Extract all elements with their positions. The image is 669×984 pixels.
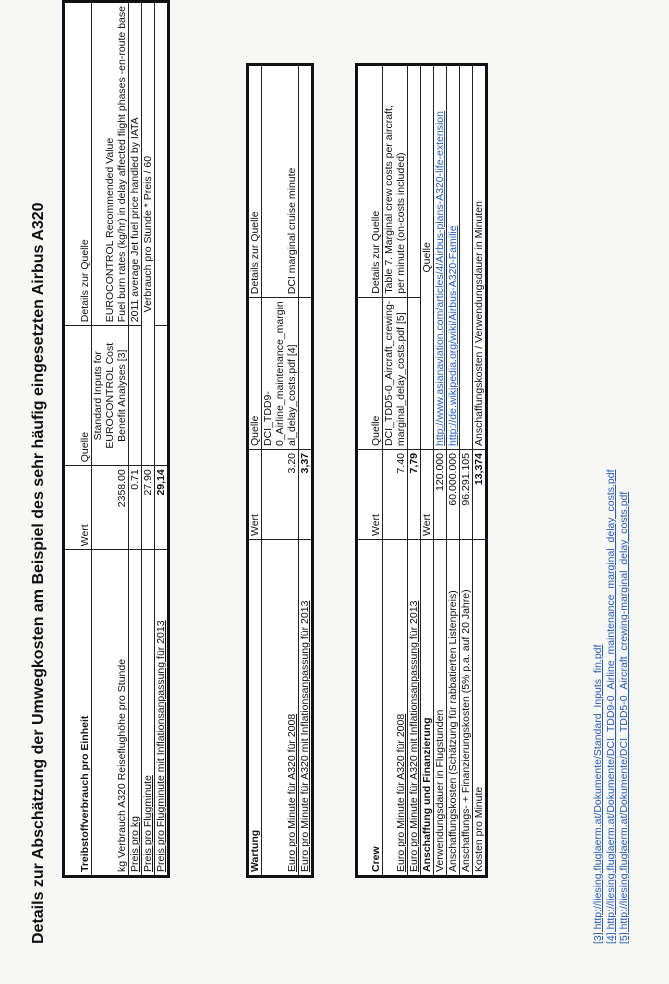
row-value: 2358.00 xyxy=(92,466,129,550)
row-label: Preis pro kg xyxy=(129,550,142,877)
row-source: Standard Inputs for EUROCONTROL Cost Benefit Analyses [3] xyxy=(92,326,129,466)
row-value: 96.291.105 xyxy=(460,450,473,540)
maintenance-table xyxy=(246,63,314,878)
table-row xyxy=(92,2,129,877)
table-row xyxy=(473,64,487,876)
row-label: kg Verbrauch A320 Reiseflughöhe pro Stunde xyxy=(92,550,129,877)
table-header-row xyxy=(248,65,262,877)
row-source xyxy=(383,297,408,449)
source-link[interactable]: http://de.wikipedia.org/wiki/Airbus-A320-Familie xyxy=(447,225,459,446)
row-value: 60.000.000 xyxy=(447,450,460,540)
header-cell: Crew xyxy=(357,540,383,877)
row-source: Anschaffungskosten / Verwendungsdauer in Minuten xyxy=(473,64,487,449)
row-label: Euro pro Minute für A320 mit Inflationsanpassung für 2013 xyxy=(299,540,313,877)
table-row xyxy=(460,64,473,876)
row-value: 0.71 xyxy=(129,466,142,550)
row-label: Verwendungsdauer in Flugstunden xyxy=(434,540,447,877)
source-link[interactable]: [3] http://liesing.fluglaerm.at/Dokumente/Standard_Inputs_fin.pdf xyxy=(592,644,604,944)
row-value: 7,79 xyxy=(408,450,421,540)
source-line: marginal_delay_costs.pdf [5] xyxy=(395,312,407,446)
header-cell: Treibstoffverbrauch pro Einheit xyxy=(64,550,92,877)
header-cell: Wert xyxy=(421,450,434,540)
row-value: 27.90 xyxy=(142,466,155,550)
table-row xyxy=(142,2,155,877)
details-line: per minute (on-costs included) xyxy=(395,152,407,294)
table-row xyxy=(408,64,421,876)
row-details: DCI marginal cruise minute xyxy=(262,65,299,298)
row-source xyxy=(299,298,313,450)
header-cell: Quelle xyxy=(357,297,383,449)
header-cell: Quelle xyxy=(421,64,434,449)
header-cell: Wert xyxy=(357,450,383,540)
source-line: al_delay_costs.pdf [4] xyxy=(286,344,298,446)
header-cell: Details zur Quelle xyxy=(357,64,383,297)
row-source xyxy=(434,64,447,449)
row-formula: Verbrauch pro Stunde * Preis / 60 xyxy=(142,2,155,466)
row-label: Euro pro Minute für A320 für 2008 xyxy=(262,540,299,877)
source-line: DCI_TDD5-0_Aircraft_crewing- xyxy=(383,300,395,446)
page-title: Details zur Abschätzung der Umwegkosten am Beispiel des sehr häufig eingesetzten Airbus A320 xyxy=(30,202,47,944)
details-line: EUROCONTROL Recommended Value xyxy=(104,137,116,323)
row-details xyxy=(155,2,169,326)
header-cell: Quelle xyxy=(64,326,92,466)
header-cell: Wert xyxy=(64,466,92,550)
table-header-row xyxy=(357,64,383,876)
row-value: 7.40 xyxy=(383,450,408,540)
header-cell: Details zur Quelle xyxy=(248,65,262,298)
row-source xyxy=(155,326,169,466)
row-label: Preis pro Flugminute mit Inflationsanpassung für 2013 xyxy=(155,550,169,877)
row-value: 120.000 xyxy=(434,450,447,540)
table-row xyxy=(262,65,299,877)
row-details xyxy=(383,64,408,297)
row-details xyxy=(408,64,421,297)
source-link[interactable]: [5] http://liesing.fluglaerm.at/Dokumente/DCI_TDD5-0_Aircraft_crewing-marginal_delay_costs.pdf xyxy=(618,491,630,944)
table-header-row xyxy=(64,2,92,877)
row-source xyxy=(460,64,473,449)
table-row xyxy=(434,64,447,876)
row-value: 3,37 xyxy=(299,450,313,540)
row-source xyxy=(447,64,460,449)
header-cell: Details zur Quelle xyxy=(64,2,92,326)
header-cell: Wartung xyxy=(248,540,262,877)
row-label: Euro pro Minute für A320 für 2008 xyxy=(383,540,408,877)
details-line: Fuel burn rates (kg/hr) in delay affected flight phases -en-route base xyxy=(116,6,128,323)
table-row xyxy=(383,64,408,876)
source-link[interactable]: [4] http://liesing.fluglaerm.at/Dokumente/DCI_TDD9-0_Airline_maintenance_marginal_delay_costs.pdf xyxy=(605,469,617,944)
table-row xyxy=(155,2,169,877)
source-line: DCI_TDD9- xyxy=(262,391,274,446)
row-value: 3.20 xyxy=(262,450,299,540)
row-label: Kosten pro Minute xyxy=(473,540,487,877)
header-cell: Quelle xyxy=(248,298,262,450)
table-row xyxy=(129,2,142,877)
source-line: 0_Airline_maintenance_margin xyxy=(274,301,286,446)
row-label: Euro pro Minute für A320 mit Inflationsanpassung für 2013 xyxy=(408,540,421,877)
crew-finance-table xyxy=(355,63,488,878)
row-details xyxy=(92,2,129,326)
header-cell: Anschaffung und Finanzierung xyxy=(421,540,434,877)
table-header-row xyxy=(421,64,434,876)
row-details: 2011 average Jet fuel price handled by IATA xyxy=(129,2,142,326)
table-row xyxy=(299,65,313,877)
row-value: 29,14 xyxy=(155,466,169,550)
source-link[interactable]: http://www.asianaviation.com/articles/4/Airbus-plans-A320-life-extension xyxy=(434,111,446,446)
details-line: Table 7. Marginal crew costs per aircraft, xyxy=(383,105,395,294)
row-label: Preis pro Flugminute xyxy=(142,550,155,877)
row-source xyxy=(262,298,299,450)
fuel-table xyxy=(62,0,170,878)
row-label: Anschaffungskosten (Schätzung für rabbatierten Listenpreis) xyxy=(447,540,460,877)
row-source xyxy=(408,297,421,449)
table-row xyxy=(447,64,460,876)
row-value: 13,374 xyxy=(473,450,487,540)
row-details xyxy=(299,65,313,298)
row-source xyxy=(129,326,142,466)
header-cell: Wert xyxy=(248,450,262,540)
row-label: Anschaffungs- + Finanzierungskosten (5% p.a. auf 20 Jahre) xyxy=(460,540,473,877)
sources-list xyxy=(592,470,631,945)
